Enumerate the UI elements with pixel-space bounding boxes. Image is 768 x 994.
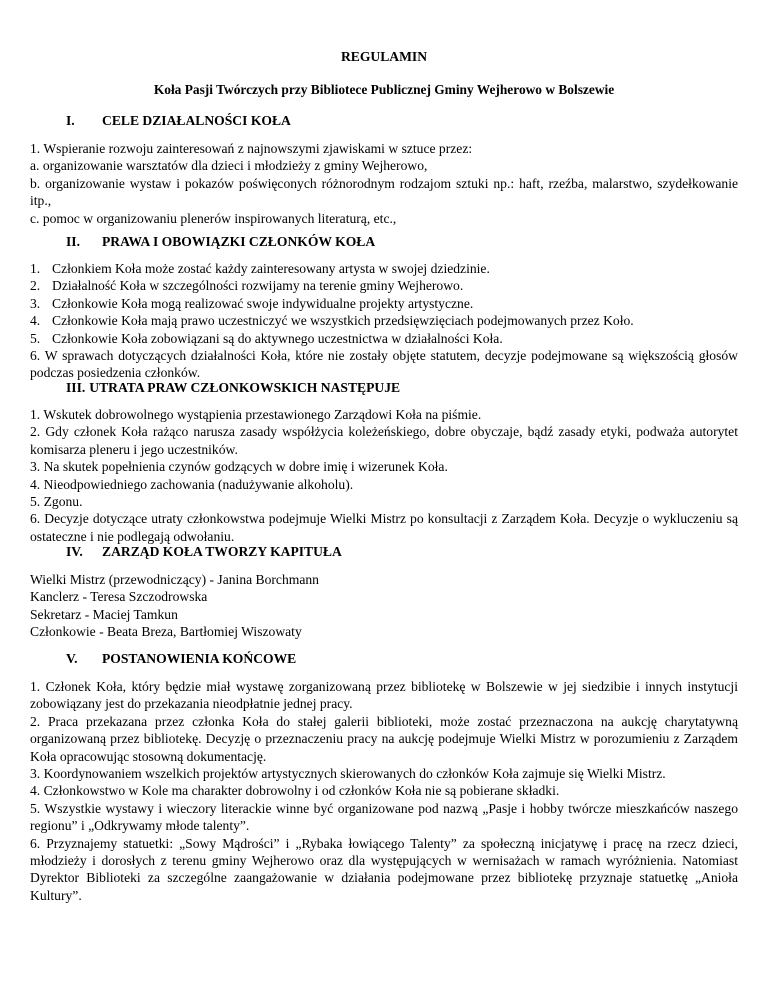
list-item: 3. Członkowie Koła mogą realizować swoje indywidualne projekty artystyczne. — [30, 295, 474, 311]
paragraph: 3. Na skutek popełnienia czynów godzących w dobre imię i wizerunek Koła. — [30, 459, 448, 475]
section-heading-5 — [66, 650, 296, 667]
section-number: I. — [66, 113, 75, 128]
document-subtitle: Koła Pasji Twórczych przy Bibliotece Publicznej Gminy Wejherowo w Bolszewie — [153, 82, 615, 97]
section-number: II. — [66, 234, 80, 249]
section-heading-3 — [66, 379, 400, 396]
paragraph: 5. Wszystkie wystawy i wieczory literackie winne być organizowane pod nazwą „Pasje i hobby twórcze mieszkańców naszego regionu” i „Odkrywamy młode talenty”. — [30, 800, 738, 834]
list-item: 4. Członkowie Koła mają prawo uczestniczyć we wszystkich przedsięwzięciach podejmowanych przez Koło. — [30, 313, 634, 329]
paragraph: 4. Członkowstwo w Kole ma charakter dobrowolny i od członków Koła nie są pobierane składki. — [30, 783, 560, 799]
section-title: ZARZĄD KOŁA TWORZY KAPITUŁA — [102, 544, 342, 559]
list-item: 1. Członkiem Koła może zostać każdy zainteresowany artysta w swojej dziedzinie. — [30, 261, 490, 276]
paragraph: 6. W sprawach dotyczących działalności Koła, które nie zostały objęte statutem, decyzje podejmowane są większością głosów podczas posiedzenia członków. — [30, 348, 738, 381]
section-title: POSTANOWIENIA KOŃCOWE — [102, 651, 297, 666]
paragraph: a. organizowanie warsztatów dla dzieci i młodzieży z gminy Wejherowo, — [30, 158, 428, 174]
paragraph: b. organizowanie wystaw i pokazów poświęconych różnorodnym rodzajom sztuki np.: haft, rzeźba, malarstwo, szydełkowanie itp., — [30, 175, 738, 209]
section-title: UTRATA PRAW CZŁONKOWSKICH NASTĘPUJE — [89, 380, 401, 395]
paragraph: Wielki Mistrz (przewodniczący) - Janina Borchmann — [30, 572, 319, 587]
section-body-4 — [30, 571, 738, 641]
section-heading-1 — [66, 112, 291, 129]
paragraph: 6. Przyznajemy statuetki: „Sowy Mądrości” i „Rybaka łowiącego Talenty” za społeczną inicjatywę i pracę na rzecz dzieci, młodzieży i dorosłych z terenu gminy Wejherowo oraz dla występujących w wernisażach w ramach wyróżnienia. Natomiast Dyrektor Biblioteki za szczególne zaangażowanie w działania podejmowane przez bibliotekę przyznaje statuetkę „Anioła Kultury”. — [30, 835, 738, 903]
section-number: V. — [66, 651, 78, 666]
paragraph: 3. Koordynowaniem wszelkich projektów artystycznych skierowanych do członków Koła zajmuje się Wielki Mistrz. — [30, 766, 666, 782]
section-number: IV. — [66, 544, 83, 559]
section-body-2 — [30, 260, 738, 382]
list-item: 5. Członkowie Koła zobowiązani są do aktywnego uczestnictwa w działalności Koła. — [30, 330, 503, 346]
section-number: III. — [66, 380, 86, 395]
paragraph: 2. Praca przekazana przez członka Koła do stałej galerii biblioteki, może zostać przeznaczona na aukcję charytatywną organizowaną przez bibliotekę. Decyzję o przeznaczeniu pracy na aukcję podejmuje Wielki Mistrz w porozumieniu z Zarządem Koła opracowując stosowną dokumentację. — [30, 713, 738, 764]
paragraph: Członkowie - Beata Breza, Bartłomiej Wiszowaty — [30, 624, 302, 640]
paragraph: 1. Wskutek dobrowolnego wystąpienia przestawionego Zarządowi Koła na piśmie. — [30, 407, 482, 422]
paragraph: Kanclerz - Teresa Szczodrowska — [30, 589, 208, 605]
section-title: CELE DZIAŁALNOŚCI KOŁA — [102, 113, 291, 128]
section-body-5 — [30, 678, 738, 904]
section-body-1 — [30, 140, 738, 227]
paragraph: 5. Zgonu. — [30, 494, 83, 510]
section-heading-4 — [66, 543, 342, 560]
paragraph: 1. Członek Koła, który będzie miał wystawę zorganizowaną przez bibliotekę w Bolszewie w jej siedzibie i innych instytucji zobowiązany jest do przekazania nieodpłatnie jednej pracy. — [30, 679, 738, 712]
paragraph: 6. Decyzje dotyczące utraty członkowstwa podejmuje Wielki Mistrz po konsultacji z Zarządem Koła. Decyzje o wykluczeniu są ostateczne i nie podlegają odwołaniu. — [30, 511, 738, 544]
paragraph: c. pomoc w organizowaniu plenerów inspirowanych literaturą, etc., — [30, 210, 397, 226]
list-item: 2. Działalność Koła w szczególności rozwijamy na terenie gminy Wejherowo. — [30, 278, 464, 294]
section-heading-2 — [66, 233, 375, 250]
paragraph: Sekretarz - Maciej Tamkun — [30, 606, 178, 622]
document-title: REGULAMIN — [340, 49, 428, 64]
paragraph: 4. Nieodpowiedniego zachowania (nadużywanie alkoholu). — [30, 476, 354, 492]
section-body-3 — [30, 406, 738, 545]
paragraph: 2. Gdy członek Koła rażąco narusza zasady współżycia koleżeńskiego, dobre obyczaje, bądź zasady etyki, podważa autorytet komisarza pleneru i jego uczestników. — [30, 424, 738, 457]
section-title: PRAWA I OBOWIĄZKI CZŁONKÓW KOŁA — [102, 234, 376, 249]
paragraph: 1. Wspieranie rozwoju zainteresowań z najnowszymi zjawiskami w sztuce przez: — [30, 141, 473, 156]
